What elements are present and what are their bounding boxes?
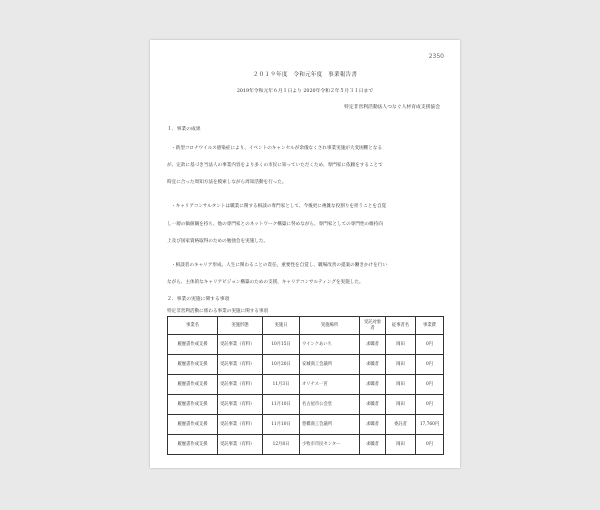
table-cell: 求職者 (360, 415, 386, 435)
header-cell: 実施形態 (218, 317, 263, 335)
report-period: 2019年令和元年６月１日より 2020年令和２年５月３１日まで (236, 89, 374, 94)
table-cell: 名古屋市公会堂 (300, 395, 360, 415)
table-cell: ウインクあいち (300, 335, 360, 355)
table-cell: 12月8日 (263, 435, 300, 455)
document-page (150, 40, 460, 468)
section2-heading: ２．事業の実施に関する事項 (167, 297, 230, 302)
table-cell: 受託事業（有料） (218, 375, 263, 395)
table-row (168, 395, 444, 415)
section1-line: ・相談者のキャリア形成、人生に関わることの責任、重要性を自覚し、職場改善の提案の働きかけを行い (171, 263, 387, 268)
header-cell: 実施場所 (300, 317, 360, 335)
table-cell: 0円 (416, 435, 444, 455)
table-cell: 求職者 (360, 375, 386, 395)
table-cell: 0円 (416, 355, 444, 375)
handwritten-page-number: 2350 (428, 53, 444, 60)
section1-line: し一層の価値観を持ち、他の専門家とのネットワーク構築に努めながら、専門家としての専門性の維持向 (167, 222, 383, 227)
table-cell: 0円 (416, 335, 444, 355)
table-row (168, 435, 444, 455)
header-cell: 事業名 (168, 317, 218, 335)
table-caption: 特定非営利活動に係わる事業の実施に関する事項 (167, 309, 269, 314)
table-header-row (168, 317, 444, 335)
header-cell: 実施日 (263, 317, 300, 335)
table-cell: 0円 (416, 375, 444, 395)
table-cell: 11月3日 (263, 375, 300, 395)
table-cell: 17,760円 (416, 415, 444, 435)
table-cell: 履歴書作成支援 (168, 435, 218, 455)
table-cell: 安城商工会議所 (300, 355, 360, 375)
table-cell: 11月10日 (263, 415, 300, 435)
table-cell: 委託者 (386, 415, 416, 435)
table-cell: オリナス一宮 (300, 375, 360, 395)
header-cell: 従事者名 (386, 317, 416, 335)
table-cell: 岡田 (386, 435, 416, 455)
table-cell: 10月15日 (263, 335, 300, 355)
table-row (168, 335, 444, 355)
table-cell: 10月20日 (263, 355, 300, 375)
table-cell: 岡田 (386, 335, 416, 355)
table-cell: 履歴書作成支援 (168, 335, 218, 355)
table-cell: 豊橋商工会議所 (300, 415, 360, 435)
table-cell: 求職者 (360, 395, 386, 415)
table-cell: 求職者 (360, 435, 386, 455)
table-cell: 求職者 (360, 355, 386, 375)
activity-table (167, 316, 444, 455)
table-cell: 岡田 (386, 395, 416, 415)
table-cell: 履歴書作成支援 (168, 375, 218, 395)
section1-line: ・キャリアコンサルタントは職業に関する相談の専門家として、今後更に複雑な役割りを担うことを自覚 (171, 204, 387, 209)
table-cell: 11月10日 (263, 395, 300, 415)
table-cell: 小牧市市民センター (300, 435, 360, 455)
table-cell: 受託事業（有料） (218, 395, 263, 415)
section1-heading: １．事業の成果 (167, 127, 201, 132)
section1-line: 時宜に合った周知方法を模索しながら周知活動を行った。 (167, 180, 287, 185)
section1-line: ながら、主体的なキャリアビジョン構築のための支援、キャリアコンサルティングを実施した。 (167, 280, 364, 285)
table-row (168, 415, 444, 435)
table-cell: 岡田 (386, 355, 416, 375)
table-cell: 履歴書作成支援 (168, 355, 218, 375)
section1-line: が、定款に基づき当法人の事業内容をより多くの市民に知っていただくため、専門家に依頼をすることで (167, 163, 383, 168)
table-row (168, 375, 444, 395)
table-cell: 0円 (416, 395, 444, 415)
header-cell: 受託対象者 (360, 317, 386, 335)
table-row (168, 355, 444, 375)
section1-line: 上及び国家資格取得のための勉強会を実施した。 (167, 239, 269, 244)
table-cell: 求職者 (360, 335, 386, 355)
table-cell: 岡田 (386, 375, 416, 395)
document-title: ２０１９年度 令和元年度 事業報告書 (252, 72, 358, 78)
table-cell: 受託事業（有料） (218, 335, 263, 355)
header-cell: 事業費 (416, 317, 444, 335)
organization-name: 特定非営利活動法人つなぐ人材育成支援協会 (344, 105, 440, 110)
table-cell: 受託事業（有料） (218, 435, 263, 455)
table-cell: 受託事業（有料） (218, 415, 263, 435)
table-cell: 履歴書作成支援 (168, 415, 218, 435)
table-cell: 履歴書作成支援 (168, 395, 218, 415)
table-cell: 受託事業（有料） (218, 355, 263, 375)
section1-line: ・新型コロナウイルス感染症により、イベントのキャンセルが余儀なくされ事業実施が大変困難となる (171, 146, 383, 151)
